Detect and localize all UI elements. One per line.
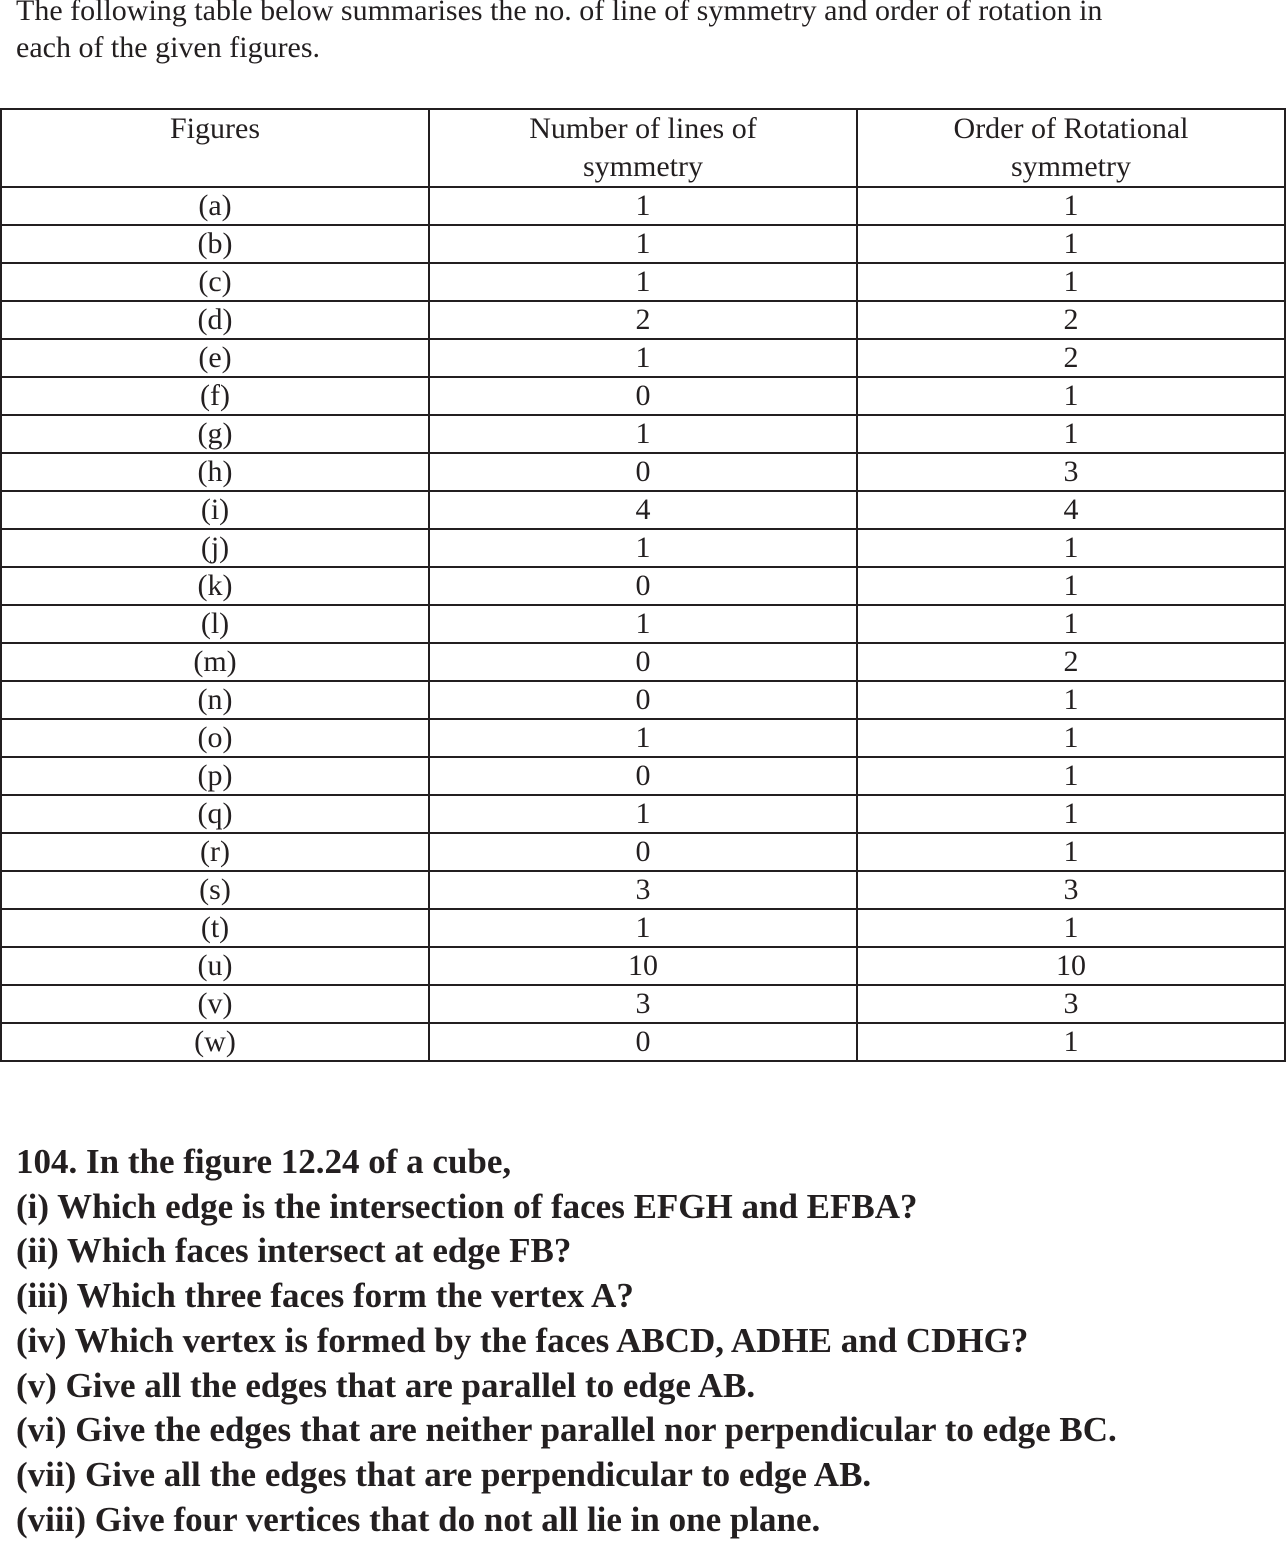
cell-figure: (e) — [1, 339, 429, 377]
cell-lines-of-symmetry: 1 — [429, 187, 857, 225]
cell-lines-of-symmetry: 1 — [429, 263, 857, 301]
cell-figure: (r) — [1, 833, 429, 871]
cell-lines-of-symmetry: 10 — [429, 947, 857, 985]
header-lines-text-2: symmetry — [583, 150, 703, 183]
cell-lines-of-symmetry: 0 — [429, 377, 857, 415]
cell-figure: (k) — [1, 567, 429, 605]
question-part-iv: (iv) Which vertex is formed by the faces ABCD, ADHE and CDHG? — [16, 1320, 1029, 1360]
table-row — [1, 453, 1285, 491]
intro-line-2: each of the given figures. — [16, 31, 321, 64]
table-row — [1, 985, 1285, 1023]
question-part-ii: (ii) Which faces intersect at edge FB? — [16, 1231, 572, 1271]
cell-figure: (j) — [1, 529, 429, 567]
table-row — [1, 833, 1285, 871]
table-row — [1, 263, 1285, 301]
cell-order-of-rotation: 1 — [857, 833, 1285, 871]
question-part-vii: (vii) Give all the edges that are perpendicular to edge AB. — [16, 1454, 872, 1494]
table-body — [1, 187, 1285, 1061]
cell-lines-of-symmetry: 1 — [429, 339, 857, 377]
table-row — [1, 947, 1285, 985]
question-part-vi: (vi) Give the edges that are neither parallel nor perpendicular to edge BC. — [16, 1410, 1117, 1450]
cell-order-of-rotation: 1 — [857, 377, 1285, 415]
cell-figure: (q) — [1, 795, 429, 833]
question-104 — [16, 1140, 1276, 1542]
cell-order-of-rotation: 1 — [857, 909, 1285, 947]
cell-order-of-rotation: 1 — [857, 263, 1285, 301]
table-row — [1, 225, 1285, 263]
cell-lines-of-symmetry: 1 — [429, 719, 857, 757]
table-row — [1, 415, 1285, 453]
cell-order-of-rotation: 10 — [857, 947, 1285, 985]
header-order-text-2: symmetry — [1011, 150, 1131, 183]
cell-figure: (p) — [1, 757, 429, 795]
question-part-viii: (viii) Give four vertices that do not all lie in one plane. — [16, 1499, 821, 1539]
table-row — [1, 681, 1285, 719]
cell-lines-of-symmetry: 0 — [429, 1023, 857, 1061]
table-row — [1, 871, 1285, 909]
table-header-row — [1, 109, 1285, 187]
cell-lines-of-symmetry: 1 — [429, 795, 857, 833]
intro-paragraph — [16, 0, 1276, 66]
cell-order-of-rotation: 2 — [857, 339, 1285, 377]
table-row — [1, 491, 1285, 529]
cell-figure: (d) — [1, 301, 429, 339]
table-row — [1, 529, 1285, 567]
cell-lines-of-symmetry: 0 — [429, 643, 857, 681]
cell-lines-of-symmetry: 1 — [429, 415, 857, 453]
cell-order-of-rotation: 1 — [857, 719, 1285, 757]
cell-order-of-rotation: 1 — [857, 681, 1285, 719]
cell-order-of-rotation: 3 — [857, 453, 1285, 491]
cell-order-of-rotation: 2 — [857, 643, 1285, 681]
cell-figure: (i) — [1, 491, 429, 529]
header-figures-text: Figures — [170, 112, 260, 145]
intro-line-1: The following table below summarises the no. of line of symmetry and order of rotation in — [16, 0, 1103, 27]
cell-lines-of-symmetry: 0 — [429, 833, 857, 871]
table-row — [1, 187, 1285, 225]
table-row — [1, 1023, 1285, 1061]
cell-figure: (v) — [1, 985, 429, 1023]
table-row — [1, 795, 1285, 833]
cell-figure: (c) — [1, 263, 429, 301]
cell-figure: (f) — [1, 377, 429, 415]
cell-figure: (u) — [1, 947, 429, 985]
cell-order-of-rotation: 1 — [857, 415, 1285, 453]
cell-figure: (l) — [1, 605, 429, 643]
question-part-v: (v) Give all the edges that are parallel to edge AB. — [16, 1365, 756, 1405]
question-part-iii: (iii) Which three faces form the vertex A? — [16, 1276, 634, 1316]
cell-lines-of-symmetry: 3 — [429, 871, 857, 909]
cell-figure: (o) — [1, 719, 429, 757]
header-figures — [1, 109, 429, 187]
cell-order-of-rotation: 4 — [857, 491, 1285, 529]
cell-figure: (b) — [1, 225, 429, 263]
cell-figure: (g) — [1, 415, 429, 453]
cell-lines-of-symmetry: 1 — [429, 529, 857, 567]
header-order-of-rotation — [857, 109, 1285, 187]
cell-order-of-rotation: 1 — [857, 529, 1285, 567]
cell-figure: (t) — [1, 909, 429, 947]
cell-order-of-rotation: 1 — [857, 225, 1285, 263]
table-row — [1, 757, 1285, 795]
cell-lines-of-symmetry: 2 — [429, 301, 857, 339]
table-row — [1, 719, 1285, 757]
cell-order-of-rotation: 3 — [857, 871, 1285, 909]
header-lines-of-symmetry — [429, 109, 857, 187]
cell-lines-of-symmetry: 4 — [429, 491, 857, 529]
cell-figure: (h) — [1, 453, 429, 491]
cell-lines-of-symmetry: 1 — [429, 605, 857, 643]
cell-order-of-rotation: 1 — [857, 757, 1285, 795]
cell-lines-of-symmetry: 1 — [429, 909, 857, 947]
cell-order-of-rotation: 1 — [857, 795, 1285, 833]
table-row — [1, 377, 1285, 415]
header-order-text-1: Order of Rotational — [953, 112, 1189, 145]
table-row — [1, 909, 1285, 947]
cell-lines-of-symmetry: 0 — [429, 757, 857, 795]
cell-order-of-rotation: 3 — [857, 985, 1285, 1023]
table-row — [1, 567, 1285, 605]
cell-order-of-rotation: 1 — [857, 567, 1285, 605]
cell-order-of-rotation: 1 — [857, 605, 1285, 643]
cell-lines-of-symmetry: 0 — [429, 681, 857, 719]
cell-lines-of-symmetry: 1 — [429, 225, 857, 263]
cell-order-of-rotation: 2 — [857, 301, 1285, 339]
table-row — [1, 339, 1285, 377]
cell-figure: (a) — [1, 187, 429, 225]
cell-figure: (n) — [1, 681, 429, 719]
symmetry-table — [0, 108, 1286, 1062]
table-row — [1, 643, 1285, 681]
question-part-i: (i) Which edge is the intersection of faces EFGH and EFBA? — [16, 1186, 918, 1226]
table-row — [1, 301, 1285, 339]
cell-figure: (m) — [1, 643, 429, 681]
cell-order-of-rotation: 1 — [857, 1023, 1285, 1061]
cell-lines-of-symmetry: 0 — [429, 567, 857, 605]
question-heading: 104. In the figure 12.24 of a cube, — [16, 1142, 512, 1181]
cell-figure: (s) — [1, 871, 429, 909]
header-lines-text-1: Number of lines of — [529, 112, 757, 145]
cell-lines-of-symmetry: 3 — [429, 985, 857, 1023]
table-row — [1, 605, 1285, 643]
cell-order-of-rotation: 1 — [857, 187, 1285, 225]
cell-lines-of-symmetry: 0 — [429, 453, 857, 491]
cell-figure: (w) — [1, 1023, 429, 1061]
